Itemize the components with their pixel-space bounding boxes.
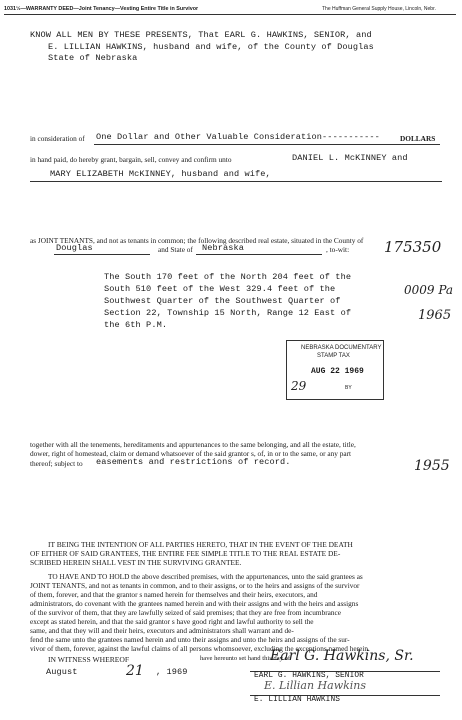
grantors-line-3: State of Nebraska [48,53,138,63]
signature-earl: Earl G. Hawkins, Sr. [270,648,414,664]
documentary-stamp [286,340,384,400]
legal-line-1: The South 170 feet of the North 204 feet of the [104,272,352,282]
margin-note-1: 175350 [384,238,442,256]
witness-hand-text: have hereunto set hand this day of [200,655,291,662]
legal-line-5: the 6th P.M. [104,320,168,330]
dollars-label: DOLLARS [400,134,436,143]
habendum-line-6: except as stated herein, and that the said grantor s have good right and lawful authority to sell the [30,617,314,626]
grant-text: in hand paid, do hereby grant, bargain, sell, convey and confirm unto [30,155,232,164]
margin-note-4: 1955 [414,458,450,474]
grantee-rule [30,181,442,182]
intention-line-3: SCRIBED HEREIN SHALL VEST IN THE SURVIVING GRANTEE. [30,558,242,567]
legal-line-4: Section 22, Township 15 North, Range 12 East of [104,308,352,318]
consideration-amount: One Dollar and Other Valuable Consideration----------- [96,132,380,142]
signature-name-2: E. LILLIAN HAWKINS [254,696,341,704]
consideration-label: in consideration of [30,134,85,143]
habendum-line-4: administrators, do covenant with the grantees named herein and with their assigns and with the heirs and assigns [30,599,359,608]
county-value: Douglas [56,243,93,253]
stamp-date: AUG 22 1969 [311,367,364,376]
state-value: Nebraska [202,243,245,253]
habendum-line-7: same, and that they will and their heirs, executors and administrators shall warrant and de- [30,626,294,635]
grantors-line-2: E. LILLIAN HAWKINS, husband and wife, of the County of Douglas [48,42,374,52]
easements-value: easements and restrictions of record. [96,457,291,467]
legal-line-3: Southwest Quarter of the Southwest Quarter of [104,296,341,306]
habendum-line-3: of them, forever, and that the grantor s named herein for themselves and their heirs, executors, and [30,590,318,599]
witness-day: 21 [126,663,144,679]
stamp-by: BY [345,385,352,391]
signature-name-1: EARL G. HAWKINS, SENIOR [254,672,364,680]
grantee-2: MARY ELIZABETH McKINNEY, husband and wife, [50,169,271,179]
legal-line-2: South 510 feet of the West 329.4 feet of the [104,284,336,294]
stamp-line-2: STAMP TAX [317,353,350,359]
margin-note-3: 1965 [418,308,452,323]
state-rule [196,254,322,255]
grantors-intro: KNOW ALL MEN BY THESE PRESENTS, That EARL G. HAWKINS, SENIOR, and [30,30,372,40]
form-title: 1031½—WARRANTY DEED—Joint Tenancy—Vesting Entire Title in Survivor [4,6,199,12]
witness-year: , 1969 [156,667,188,677]
habendum-line-9: vivor of them, forever, against the lawful claims of all persons whomsoever, excluding the exceptions named herein. [30,644,370,653]
consideration-rule [94,144,440,145]
state-label: and State of [158,245,193,254]
margin-note-2: 0009 Pa [404,283,454,297]
county-rule [54,254,150,255]
header-rule [4,14,456,15]
habendum-line-8: fend the same unto the grantees named herein and unto their assigns and unto the heirs and assigns of the sur- [30,635,350,644]
signature-lillian: E. Lillian Hawkins [264,679,367,692]
together-line-2: dower, right of homestead, claim or demand whatsoever of the said grantor s, of, in or to the same, or any part [30,449,352,458]
grantee-1: DANIEL L. McKINNEY and [292,153,408,163]
habendum-line-5: of the survivor of them, that they are lawfully seized of said premises; that they are free from incumbrance [30,608,342,617]
intention-line-2: OF EITHER OF SAID GRANTEES, THE ENTIRE FEE SIMPLE TITLE TO THE REAL ESTATE DE- [30,549,341,558]
to-wit-label: , to-wit: [326,245,350,254]
publisher-line: The Huffman General Supply House, Lincoln, Nebr. [322,6,436,12]
witness-label: IN WITNESS WHEREOF [48,655,130,664]
intention-line-1: IT BEING THE INTENTION OF ALL PARTIES HERETO, THAT IN THE EVENT OF THE DEATH [48,540,353,549]
together-line-1: together with all the tenements, hereditaments and appurtenances to the same belonging, and all the estate, title, [30,440,356,449]
together-line-3-label: thereof; subject to [30,459,83,468]
habendum-line-1: TO HAVE AND TO HOLD the above described premises, with the appurtenances, unto the said grantees as [48,572,363,581]
joint-tenants-text: as JOINT TENANTS, and not as tenants in common; the following described real estate, situated in the County of [30,236,364,245]
habendum-line-2: JOINT TENANTS, and not as tenants in common, and to their assigns, or to the heirs and assigns of the survivor [30,581,360,590]
witness-month: August [46,667,78,677]
stamp-line-1: NEBRASKA DOCUMENTARY [301,345,382,351]
stamp-amount: 29 [291,379,307,393]
